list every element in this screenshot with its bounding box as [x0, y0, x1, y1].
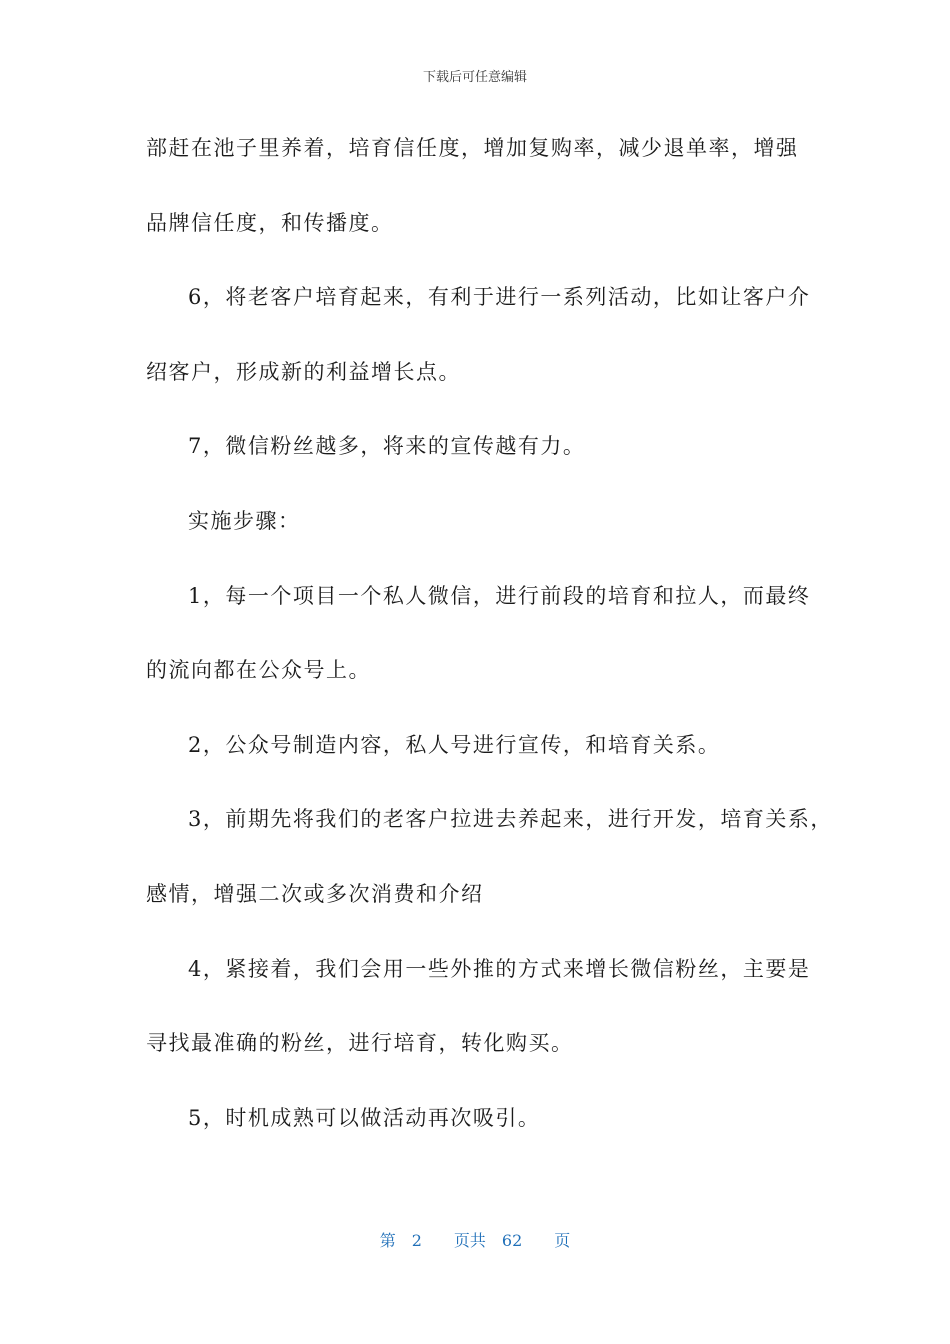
text-line: 1，每一个项目一个私人微信，进行前段的培育和拉人，而最终 — [188, 583, 811, 608]
text-line: 实施步骤： — [188, 508, 301, 533]
page-header — [0, 66, 950, 85]
text-line: 4，紧接着，我们会用一些外推的方式来增长微信粉丝，主要是 — [188, 956, 811, 981]
text-line: 寻找最准确的粉丝，进行培育，转化购买。 — [146, 1031, 574, 1056]
text-line: 部赶在池子里养着，培育信任度，增加复购率，减少退单率，增强 — [146, 136, 799, 160]
text-line: 感情，增强二次或多次消费和介绍 — [146, 881, 484, 906]
footer-total-pages: 62 — [501, 1231, 523, 1250]
document-body — [146, 124, 836, 1168]
text-line: 7，微信粉丝越多，将来的宣传越有力。 — [188, 434, 586, 459]
text-line: 2，公众号制造内容，私人号进行宣传，和培育关系。 — [188, 732, 721, 757]
text-line: 品牌信任度，和传播度。 — [146, 210, 394, 235]
text-line: 的流向都在公众号上。 — [146, 658, 371, 683]
header-text: 下载后可任意编辑 — [422, 70, 527, 85]
text-line: 6，将老客户培育起来，有利于进行一系列活动，比如让客户介 — [188, 285, 811, 310]
footer-prefix: 第 — [379, 1231, 396, 1250]
footer-page-number: 2 — [411, 1231, 422, 1250]
text-line: 5，时机成熟可以做活动再次吸引。 — [188, 1105, 541, 1130]
text-line: 绍客户，形成新的利益增长点。 — [146, 359, 461, 384]
text-line: 3，前期先将我们的老客户拉进去养起来，进行开发，培育关系， — [188, 807, 833, 832]
footer-middle: 页共 — [453, 1231, 486, 1250]
footer-suffix: 页 — [554, 1231, 571, 1250]
page-footer — [0, 1228, 950, 1251]
